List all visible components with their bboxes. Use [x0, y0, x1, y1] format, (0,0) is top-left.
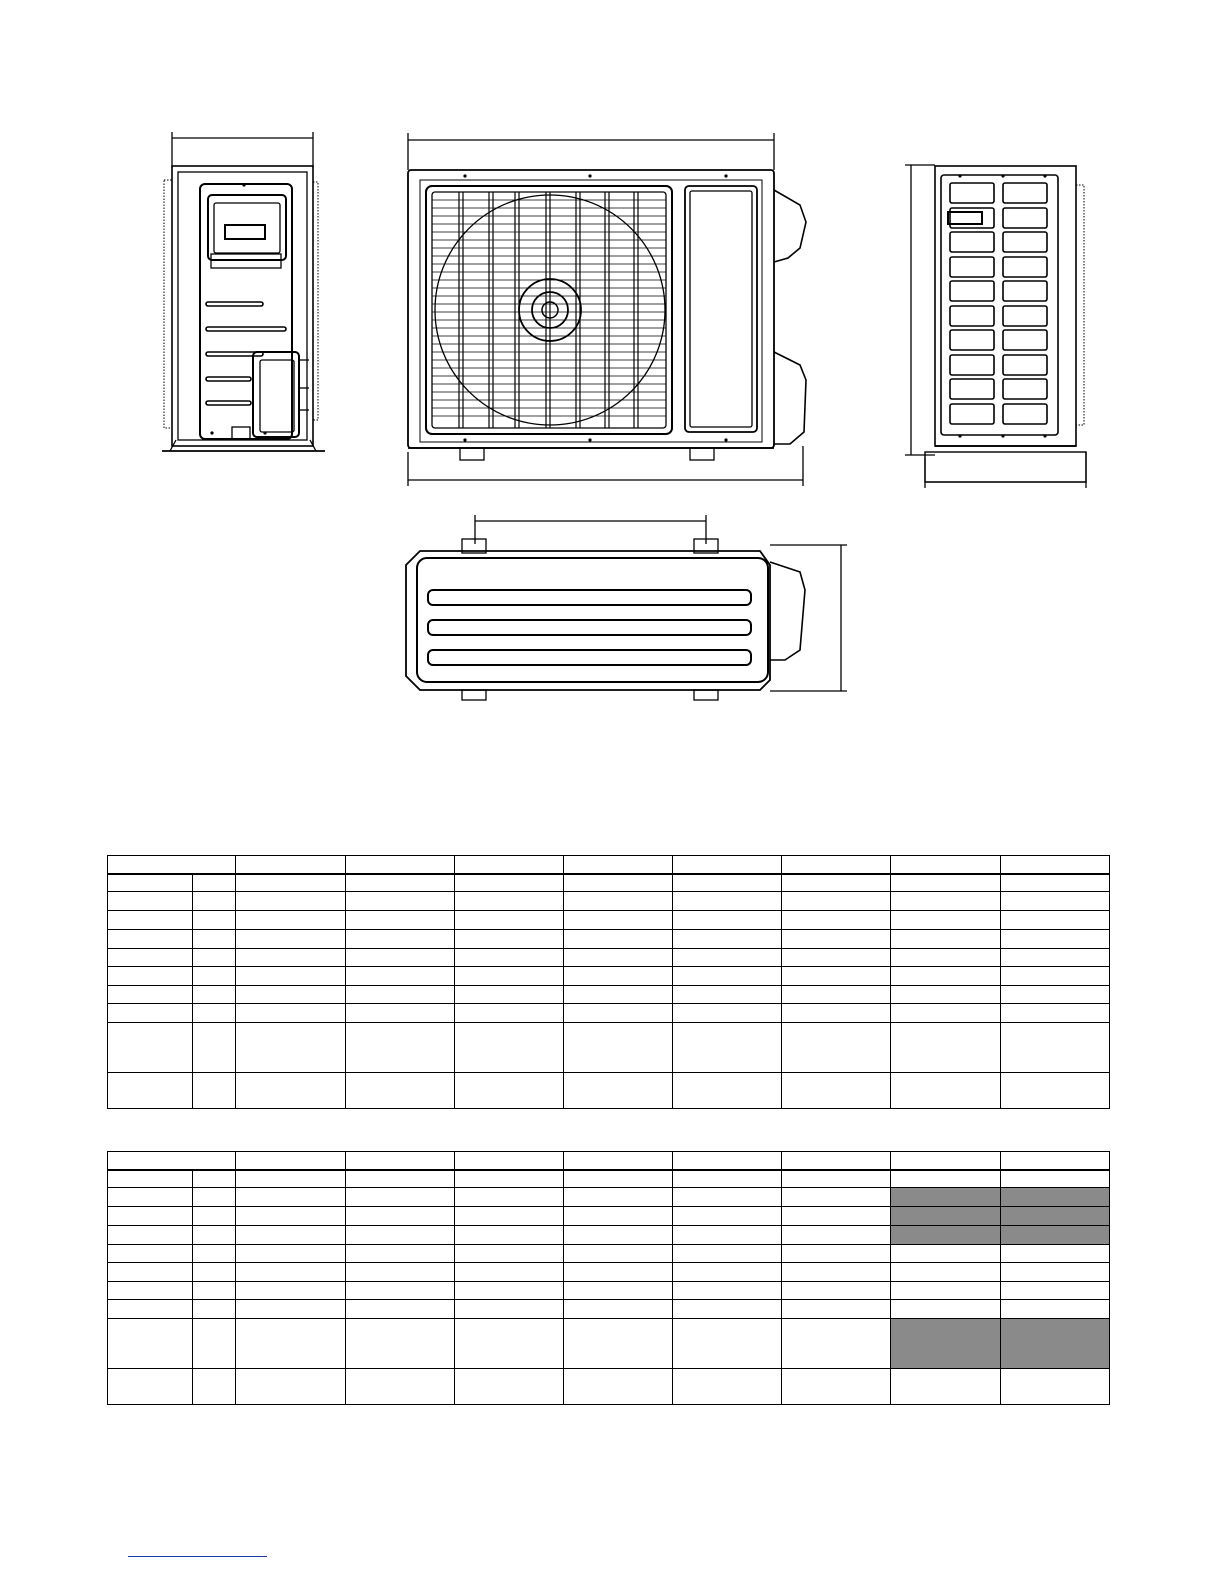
- table-cell: [1001, 1170, 1110, 1188]
- table-cell: [782, 1300, 891, 1319]
- table-cell: [236, 892, 346, 911]
- table-cell: [673, 1282, 782, 1300]
- table-cell: [673, 911, 782, 930]
- table-cell: [236, 986, 346, 1004]
- table-cell: [346, 911, 455, 930]
- table-row: [108, 856, 1110, 874]
- table-cell: [1001, 949, 1110, 967]
- table-cell: [564, 1004, 673, 1023]
- table-cell: [193, 1245, 236, 1263]
- table-cell: [782, 949, 891, 967]
- table-cell: [236, 1282, 346, 1300]
- table-cell: [108, 856, 236, 874]
- table-cell: [108, 949, 193, 967]
- table-cell: [108, 986, 193, 1004]
- table-cell: [891, 1188, 1001, 1207]
- table-row: [108, 967, 1110, 986]
- table-cell: [564, 930, 673, 949]
- table-cell: [564, 967, 673, 986]
- table-cell: [891, 1152, 1001, 1170]
- table-cell: [673, 1170, 782, 1188]
- table-cell: [455, 949, 564, 967]
- table-cell: [108, 1300, 193, 1319]
- table-cell: [1001, 967, 1110, 986]
- table-cell: [564, 1170, 673, 1188]
- table-cell: [346, 1004, 455, 1023]
- table-cell: [193, 1282, 236, 1300]
- table-cell: [193, 1023, 236, 1073]
- table-cell: [673, 1226, 782, 1245]
- table-cell: [782, 1152, 891, 1170]
- table-cell: [236, 1152, 346, 1170]
- table-cell: [782, 1188, 891, 1207]
- table-cell: [1001, 1073, 1110, 1109]
- table-cell: [1001, 1282, 1110, 1300]
- table-cell: [346, 1300, 455, 1319]
- table-cell: [1001, 911, 1110, 930]
- table-cell: [108, 911, 193, 930]
- table-cell: [108, 1170, 193, 1188]
- table-cell: [236, 930, 346, 949]
- table-cell: [346, 949, 455, 967]
- table-cell: [673, 1319, 782, 1369]
- table-cell: [346, 856, 455, 874]
- table-cell: [891, 1245, 1001, 1263]
- table-cell: [891, 986, 1001, 1004]
- table-cell: [193, 1004, 236, 1023]
- table-cell: [564, 856, 673, 874]
- table-cell: [193, 1170, 236, 1188]
- table-cell: [455, 1282, 564, 1300]
- table-cell: [108, 1073, 193, 1109]
- table-cell: [193, 874, 236, 892]
- table-cell: [673, 1207, 782, 1226]
- table-cell: [891, 911, 1001, 930]
- side-view-right: [905, 165, 1086, 488]
- table-cell: [108, 1226, 193, 1245]
- table-cell: [108, 1319, 193, 1369]
- table-row: [108, 1263, 1110, 1282]
- table-cell: [108, 1004, 193, 1023]
- table-cell: [673, 1263, 782, 1282]
- table-cell: [782, 1207, 891, 1226]
- table-row: [108, 986, 1110, 1004]
- table-cell: [346, 874, 455, 892]
- table-cell: [782, 856, 891, 874]
- table-cell: [564, 1319, 673, 1369]
- table-cell: [891, 874, 1001, 892]
- table-cell: [193, 1300, 236, 1319]
- table-cell: [891, 1207, 1001, 1226]
- table-cell: [346, 1170, 455, 1188]
- table-cell: [346, 1023, 455, 1073]
- table-cell: [782, 1023, 891, 1073]
- table-cell: [108, 930, 193, 949]
- table-cell: [891, 1073, 1001, 1109]
- table-cell: [1001, 1319, 1110, 1369]
- table-cell: [1001, 930, 1110, 949]
- table-cell: [673, 986, 782, 1004]
- table-cell: [891, 967, 1001, 986]
- table-cell: [782, 1282, 891, 1300]
- table-cell: [455, 986, 564, 1004]
- table-cell: [346, 1207, 455, 1226]
- table-cell: [782, 986, 891, 1004]
- table-cell: [346, 967, 455, 986]
- table-cell: [108, 1282, 193, 1300]
- table-cell: [236, 1004, 346, 1023]
- table-cell: [564, 1369, 673, 1405]
- table-cell: [564, 1300, 673, 1319]
- table-cell: [455, 1319, 564, 1369]
- table-cell: [1001, 1023, 1110, 1073]
- table-cell: [455, 911, 564, 930]
- table-cell: [564, 1226, 673, 1245]
- table-cell: [455, 1226, 564, 1245]
- table-cell: [108, 967, 193, 986]
- table-cell: [193, 1188, 236, 1207]
- table-cell: [673, 1152, 782, 1170]
- spec-table-1: [107, 855, 1110, 1109]
- spec-table-2: [107, 1151, 1110, 1405]
- table-row: [108, 874, 1110, 892]
- table-cell: [236, 1207, 346, 1226]
- table-cell: [193, 1263, 236, 1282]
- table-cell: [193, 986, 236, 1004]
- table-cell: [673, 1004, 782, 1023]
- table-cell: [193, 930, 236, 949]
- table-cell: [455, 1188, 564, 1207]
- table-cell: [673, 1245, 782, 1263]
- table-cell: [108, 1188, 193, 1207]
- table-cell: [455, 1170, 564, 1188]
- table-cell: [673, 892, 782, 911]
- table-cell: [236, 1188, 346, 1207]
- table-cell: [673, 874, 782, 892]
- table-cell: [346, 1226, 455, 1245]
- table-cell: [1001, 892, 1110, 911]
- table-cell: [1001, 1245, 1110, 1263]
- table-cell: [108, 1152, 236, 1170]
- table-cell: [1001, 1188, 1110, 1207]
- table-cell: [193, 1369, 236, 1405]
- table-cell: [891, 1263, 1001, 1282]
- table-cell: [108, 1245, 193, 1263]
- table-row: [108, 1188, 1110, 1207]
- table-cell: [1001, 1152, 1110, 1170]
- table-cell: [346, 1188, 455, 1207]
- table-cell: [455, 1073, 564, 1109]
- table-cell: [673, 1369, 782, 1405]
- table-cell: [564, 892, 673, 911]
- table-row: [108, 1073, 1110, 1109]
- table-cell: [1001, 1263, 1110, 1282]
- table-row: [108, 1226, 1110, 1245]
- side-view-left: [162, 132, 325, 451]
- table-cell: [1001, 1369, 1110, 1405]
- table-cell: [236, 967, 346, 986]
- table-cell: [108, 1023, 193, 1073]
- table-cell: [673, 967, 782, 986]
- table-cell: [346, 1073, 455, 1109]
- table-cell: [236, 1300, 346, 1319]
- table-cell: [108, 874, 193, 892]
- table-cell: [193, 1073, 236, 1109]
- table-cell: [455, 1369, 564, 1405]
- table-cell: [564, 874, 673, 892]
- table-cell: [193, 1226, 236, 1245]
- table-cell: [564, 1188, 673, 1207]
- table-cell: [1001, 1004, 1110, 1023]
- table-cell: [236, 949, 346, 967]
- table-cell: [193, 1207, 236, 1226]
- table-cell: [236, 856, 346, 874]
- table-cell: [346, 986, 455, 1004]
- table-cell: [455, 1245, 564, 1263]
- table-cell: [673, 930, 782, 949]
- table-cell: [236, 1023, 346, 1073]
- table-cell: [108, 1263, 193, 1282]
- table-cell: [782, 967, 891, 986]
- table-cell: [782, 1245, 891, 1263]
- table-cell: [782, 911, 891, 930]
- table-cell: [1001, 1207, 1110, 1226]
- table-cell: [108, 892, 193, 911]
- table-cell: [346, 1282, 455, 1300]
- table-cell: [193, 911, 236, 930]
- table-cell: [564, 1023, 673, 1073]
- table-cell: [455, 930, 564, 949]
- table-cell: [236, 1073, 346, 1109]
- table-cell: [236, 1170, 346, 1188]
- table-cell: [455, 874, 564, 892]
- table-cell: [891, 856, 1001, 874]
- table-cell: [782, 1073, 891, 1109]
- table-row: [108, 1207, 1110, 1226]
- table-row: [108, 1245, 1110, 1263]
- table-cell: [782, 1369, 891, 1405]
- table-cell: [346, 1369, 455, 1405]
- table-cell: [346, 892, 455, 911]
- table-cell: [673, 1073, 782, 1109]
- table-row: [108, 930, 1110, 949]
- table-cell: [782, 1226, 891, 1245]
- table-cell: [782, 892, 891, 911]
- table-cell: [891, 1170, 1001, 1188]
- table-cell: [1001, 1226, 1110, 1245]
- table-cell: [673, 1023, 782, 1073]
- table-cell: [782, 1263, 891, 1282]
- table-cell: [782, 1170, 891, 1188]
- table-cell: [455, 1004, 564, 1023]
- table-cell: [236, 874, 346, 892]
- table-row: [108, 1152, 1110, 1170]
- table-cell: [891, 1226, 1001, 1245]
- table-row: [108, 949, 1110, 967]
- table-row: [108, 1170, 1110, 1188]
- table-cell: [193, 949, 236, 967]
- table-cell: [236, 911, 346, 930]
- table-cell: [236, 1319, 346, 1369]
- table-cell: [236, 1226, 346, 1245]
- table-cell: [673, 1300, 782, 1319]
- table-row: [108, 1004, 1110, 1023]
- table-cell: [891, 1023, 1001, 1073]
- unit-drawings: [0, 0, 1224, 760]
- table-row: [108, 892, 1110, 911]
- table-cell: [346, 930, 455, 949]
- table-cell: [455, 1300, 564, 1319]
- table-cell: [455, 1152, 564, 1170]
- table-cell: [455, 1207, 564, 1226]
- table-cell: [564, 1152, 673, 1170]
- table-cell: [782, 1319, 891, 1369]
- table-cell: [891, 892, 1001, 911]
- table-row: [108, 1300, 1110, 1319]
- table-cell: [455, 1263, 564, 1282]
- table-row: [108, 1319, 1110, 1369]
- table-cell: [236, 1245, 346, 1263]
- table-cell: [564, 1207, 673, 1226]
- table-cell: [193, 892, 236, 911]
- table-row: [108, 911, 1110, 930]
- table-cell: [1001, 986, 1110, 1004]
- table-cell: [564, 1245, 673, 1263]
- table-cell: [455, 967, 564, 986]
- footer-rule: [128, 1556, 267, 1557]
- table-cell: [564, 949, 673, 967]
- table-cell: [564, 1282, 673, 1300]
- table-cell: [346, 1152, 455, 1170]
- table-cell: [564, 911, 673, 930]
- table-cell: [108, 1369, 193, 1405]
- table-cell: [1001, 1300, 1110, 1319]
- table-row: [108, 1369, 1110, 1405]
- table-cell: [236, 1263, 346, 1282]
- table-cell: [782, 1004, 891, 1023]
- table-cell: [782, 930, 891, 949]
- table-cell: [1001, 856, 1110, 874]
- table-cell: [236, 1369, 346, 1405]
- table-cell: [455, 892, 564, 911]
- table-row: [108, 1023, 1110, 1073]
- table-cell: [455, 1023, 564, 1073]
- table-cell: [346, 1263, 455, 1282]
- table-cell: [673, 949, 782, 967]
- table-cell: [455, 856, 564, 874]
- table-cell: [891, 949, 1001, 967]
- table-cell: [673, 856, 782, 874]
- table-cell: [564, 986, 673, 1004]
- table-cell: [193, 967, 236, 986]
- table-cell: [891, 1319, 1001, 1369]
- table-row: [108, 1282, 1110, 1300]
- table-cell: [891, 930, 1001, 949]
- table-cell: [891, 1004, 1001, 1023]
- table-cell: [891, 1282, 1001, 1300]
- table-cell: [108, 1207, 193, 1226]
- top-view: [406, 515, 847, 700]
- table-cell: [564, 1263, 673, 1282]
- table-cell: [782, 874, 891, 892]
- table-cell: [891, 1369, 1001, 1405]
- table-cell: [346, 1245, 455, 1263]
- table-cell: [346, 1319, 455, 1369]
- table-cell: [193, 1319, 236, 1369]
- table-cell: [564, 1073, 673, 1109]
- table-cell: [673, 1188, 782, 1207]
- front-view: [408, 133, 806, 486]
- table-cell: [1001, 874, 1110, 892]
- table-cell: [891, 1300, 1001, 1319]
